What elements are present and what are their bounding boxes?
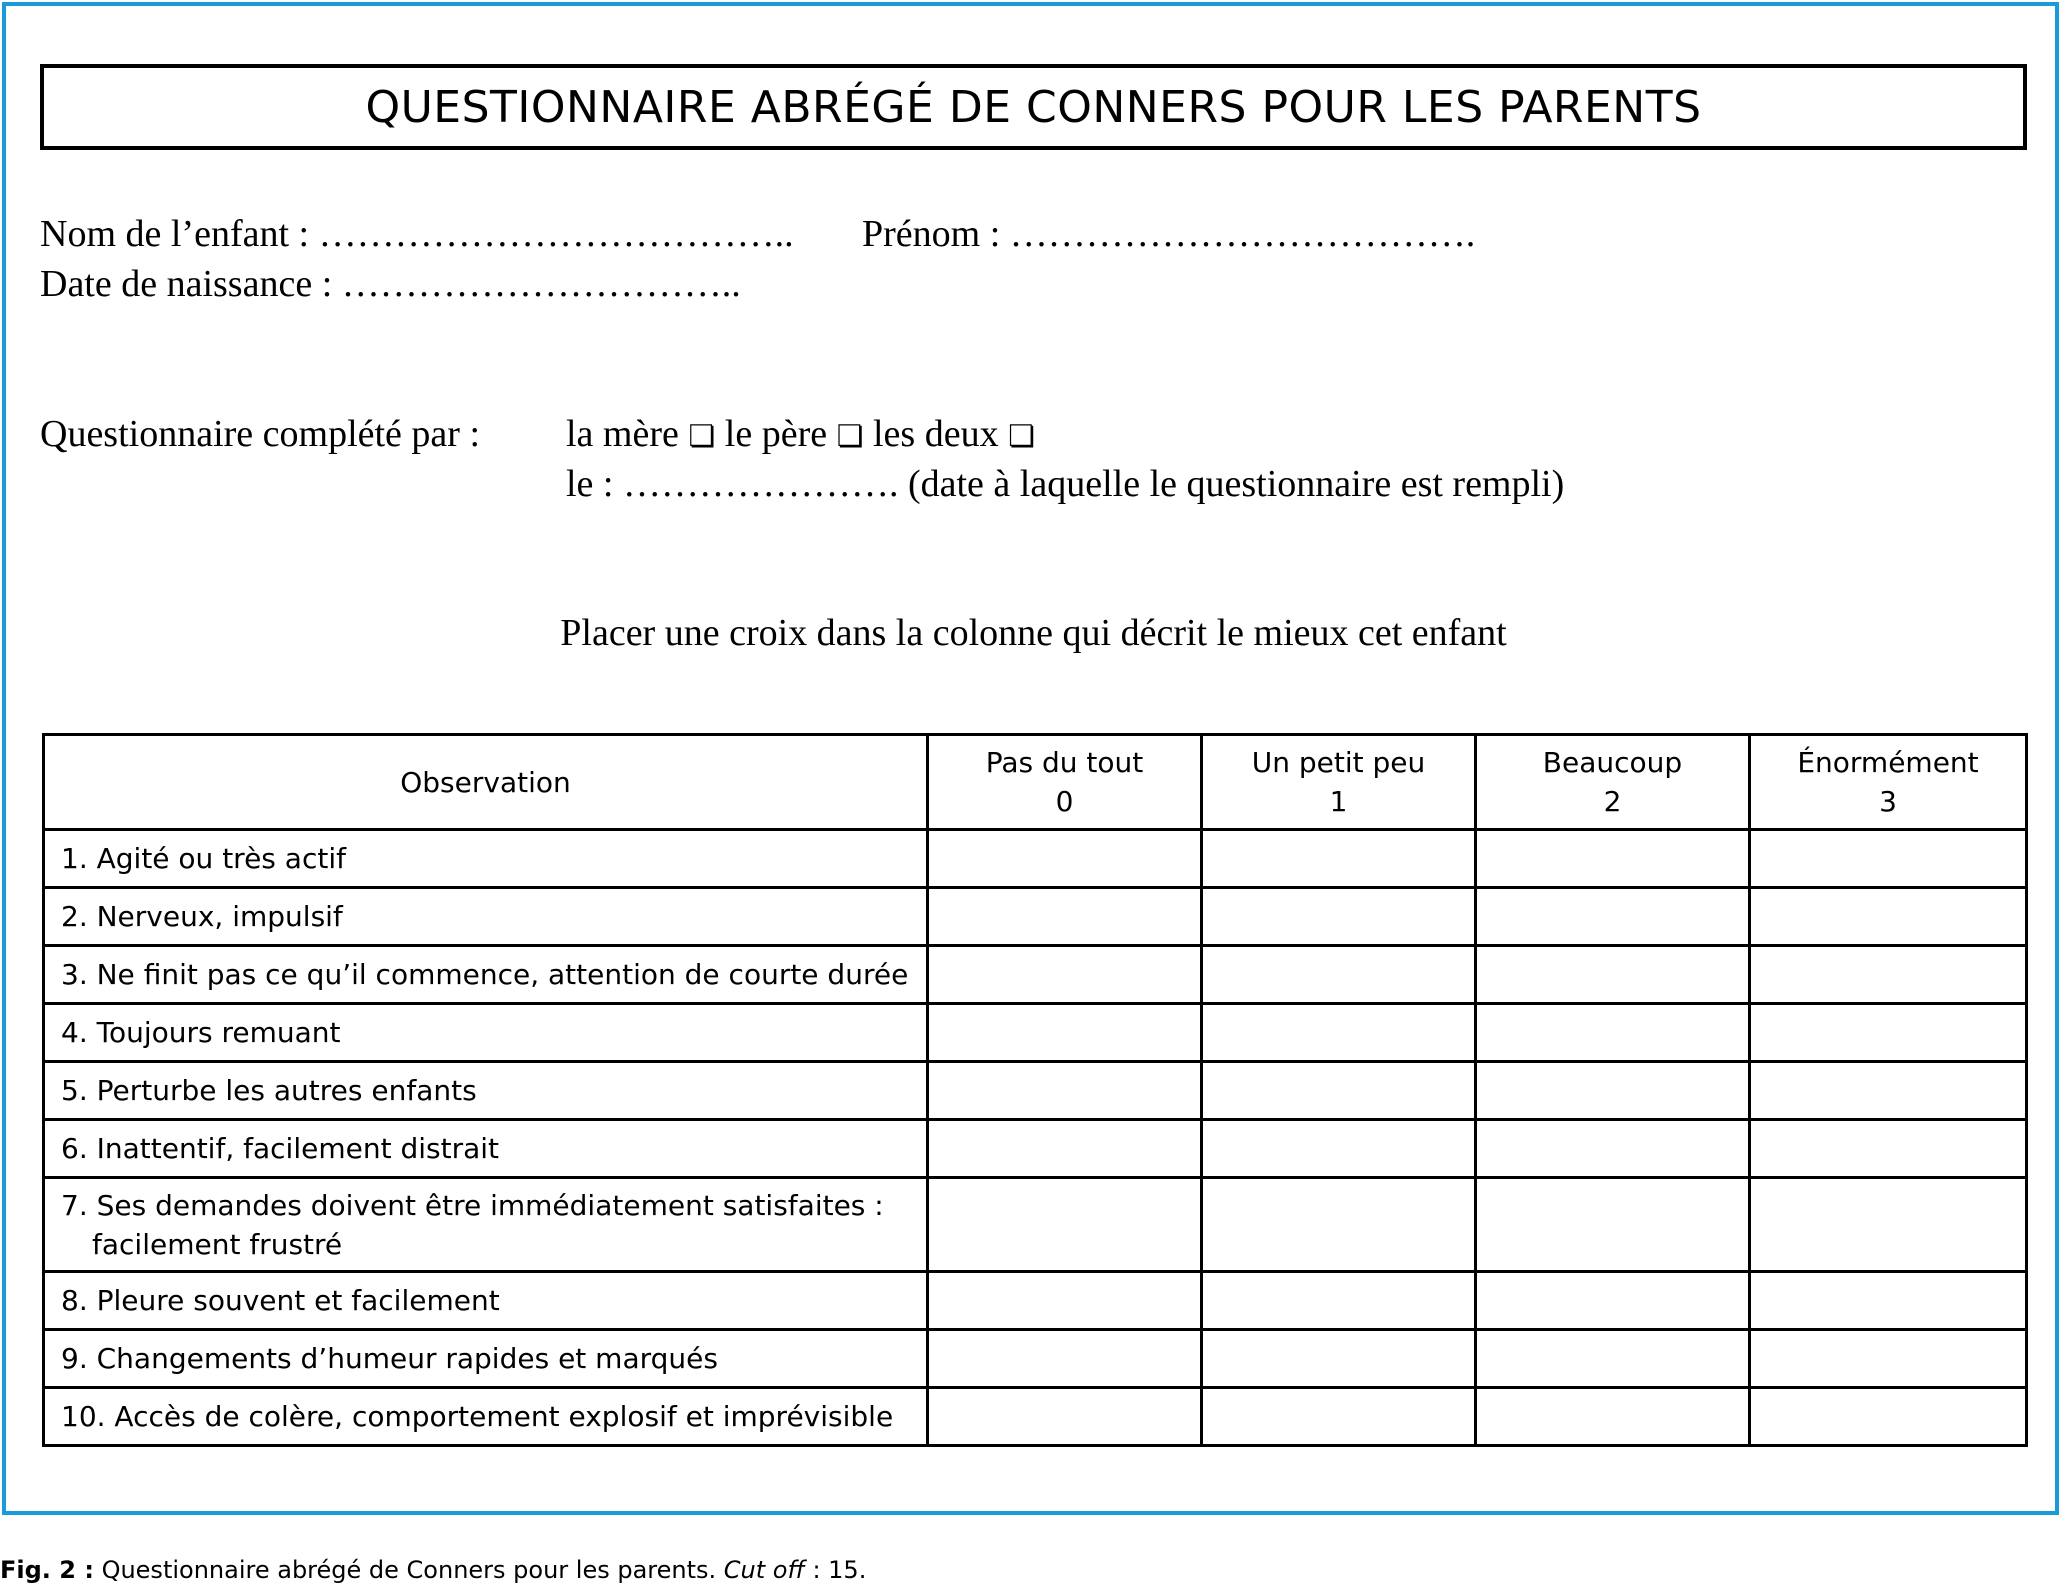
- answer-cell[interactable]: [928, 946, 1202, 1004]
- column-label: Un petit peu: [1251, 746, 1426, 779]
- answer-cell[interactable]: [1476, 1178, 1750, 1272]
- table-row: [44, 1178, 2027, 1272]
- answer-cell[interactable]: [1202, 1004, 1476, 1062]
- answer-cell[interactable]: [928, 888, 1202, 946]
- observation-table: [42, 733, 2028, 1447]
- observation-cell: 2. Nerveux, impulsif: [44, 888, 928, 946]
- answer-cell[interactable]: [1476, 1388, 1750, 1446]
- answer-cell[interactable]: [1476, 1004, 1750, 1062]
- checkbox-father[interactable]: ❏: [836, 419, 864, 454]
- birth-date-field: Date de naissance : …………………………..: [40, 263, 741, 305]
- column-label: Énormément: [1797, 746, 1979, 779]
- header-column: [1750, 735, 2027, 830]
- table-row: [44, 1062, 2027, 1120]
- child-name-field: Nom de l’enfant : ………………………………..: [40, 213, 794, 255]
- answer-cell[interactable]: [928, 1120, 1202, 1178]
- column-score: 3: [1879, 785, 1897, 818]
- answer-cell[interactable]: [928, 1178, 1202, 1272]
- completed-by-label: Questionnaire complété par :: [40, 413, 481, 455]
- first-name-field: Prénom : ……………………………….: [862, 213, 1476, 255]
- answer-cell[interactable]: [1202, 1178, 1476, 1272]
- observation-cell: [44, 1178, 928, 1272]
- observation-cell: 10. Accès de colère, comportement explosif et imprévisible: [44, 1388, 928, 1446]
- table-row: [44, 830, 2027, 888]
- caption-tail: : 15.: [804, 1556, 867, 1584]
- column-label: Beaucoup: [1542, 746, 1683, 779]
- answer-cell[interactable]: [1476, 1272, 1750, 1330]
- table-row: [44, 946, 2027, 1004]
- answer-cell[interactable]: [1202, 1388, 1476, 1446]
- answer-cell[interactable]: [1750, 1272, 2027, 1330]
- answer-cell[interactable]: [1476, 830, 1750, 888]
- document-title: [40, 64, 2027, 150]
- observation-cell: 5. Perturbe les autres enfants: [44, 1062, 928, 1120]
- observation-cell: 1. Agité ou très actif: [44, 830, 928, 888]
- answer-cell[interactable]: [928, 1388, 1202, 1446]
- caption-label: Fig. 2 :: [0, 1556, 94, 1584]
- answer-cell[interactable]: [928, 830, 1202, 888]
- header-column: [928, 735, 1202, 830]
- answer-cell[interactable]: [1202, 1120, 1476, 1178]
- answer-cell[interactable]: [1476, 1120, 1750, 1178]
- observation-cell: 3. Ne finit pas ce qu’il commence, attention de courte durée: [44, 946, 928, 1004]
- answer-cell[interactable]: [928, 1004, 1202, 1062]
- table-row: [44, 1330, 2027, 1388]
- table-row: [44, 1272, 2027, 1330]
- header-column: [1202, 735, 1476, 830]
- column-score: 1: [1329, 785, 1348, 818]
- header-observation: Observation: [44, 735, 928, 830]
- answer-cell[interactable]: [1750, 1330, 2027, 1388]
- observation-cell: 6. Inattentif, facilement distrait: [44, 1120, 928, 1178]
- column-score: 0: [1055, 785, 1074, 818]
- observation-cell: 4. Toujours remuant: [44, 1004, 928, 1062]
- answer-cell[interactable]: [1202, 830, 1476, 888]
- answer-cell[interactable]: [1202, 888, 1476, 946]
- table-row: [44, 1004, 2027, 1062]
- answer-cell[interactable]: [1750, 1388, 2027, 1446]
- figure-caption: [0, 1556, 866, 1584]
- completion-date-field: le : …………………. (date à laquelle le questionnaire est rempli): [566, 463, 1565, 505]
- answer-cell[interactable]: [1750, 946, 2027, 1004]
- option-mother-label: la mère: [566, 413, 679, 455]
- answer-cell[interactable]: [1750, 1004, 2027, 1062]
- option-both-label: les deux: [873, 413, 999, 455]
- observation-text: 7. Ses demandes doivent être immédiatement satisfaites : facilement frustré: [61, 1188, 884, 1261]
- checkbox-mother[interactable]: ❏: [688, 419, 716, 454]
- table-header-row: [44, 735, 2027, 830]
- answer-cell[interactable]: [1476, 1330, 1750, 1388]
- caption-italic: Cut off: [723, 1556, 805, 1584]
- answer-cell[interactable]: [1750, 830, 2027, 888]
- table-row: [44, 1388, 2027, 1446]
- answer-cell[interactable]: [1750, 888, 2027, 946]
- answer-cell[interactable]: [1750, 1120, 2027, 1178]
- header-column: [1476, 735, 1750, 830]
- answer-cell[interactable]: [1750, 1178, 2027, 1272]
- answer-cell[interactable]: [928, 1272, 1202, 1330]
- answer-cell[interactable]: [1202, 1330, 1476, 1388]
- observation-cell: 9. Changements d’humeur rapides et marqués: [44, 1330, 928, 1388]
- column-label: Pas du tout: [985, 746, 1144, 779]
- table-row: [44, 1120, 2027, 1178]
- instruction-text: Placer une croix dans la colonne qui décrit le mieux cet enfant: [560, 612, 1507, 654]
- answer-cell[interactable]: [1476, 1062, 1750, 1120]
- option-father-label: le père: [724, 413, 828, 455]
- answer-cell[interactable]: [928, 1330, 1202, 1388]
- answer-cell[interactable]: [1476, 888, 1750, 946]
- answer-cell[interactable]: [1750, 1062, 2027, 1120]
- checkbox-both[interactable]: ❏: [1008, 419, 1035, 454]
- answer-cell[interactable]: [1202, 1272, 1476, 1330]
- title-text: QUESTIONNAIRE ABRÉGÉ DE CONNERS POUR LES PARENTS: [365, 81, 1702, 133]
- answer-cell[interactable]: [1202, 946, 1476, 1004]
- answer-cell[interactable]: [1476, 946, 1750, 1004]
- respondent-options: [566, 412, 1035, 456]
- table-row: [44, 888, 2027, 946]
- answer-cell[interactable]: [1202, 1062, 1476, 1120]
- answer-cell[interactable]: [928, 1062, 1202, 1120]
- caption-text: Questionnaire abrégé de Conners pour les parents.: [93, 1556, 724, 1584]
- observation-cell: 8. Pleure souvent et facilement: [44, 1272, 928, 1330]
- column-score: 2: [1603, 785, 1622, 818]
